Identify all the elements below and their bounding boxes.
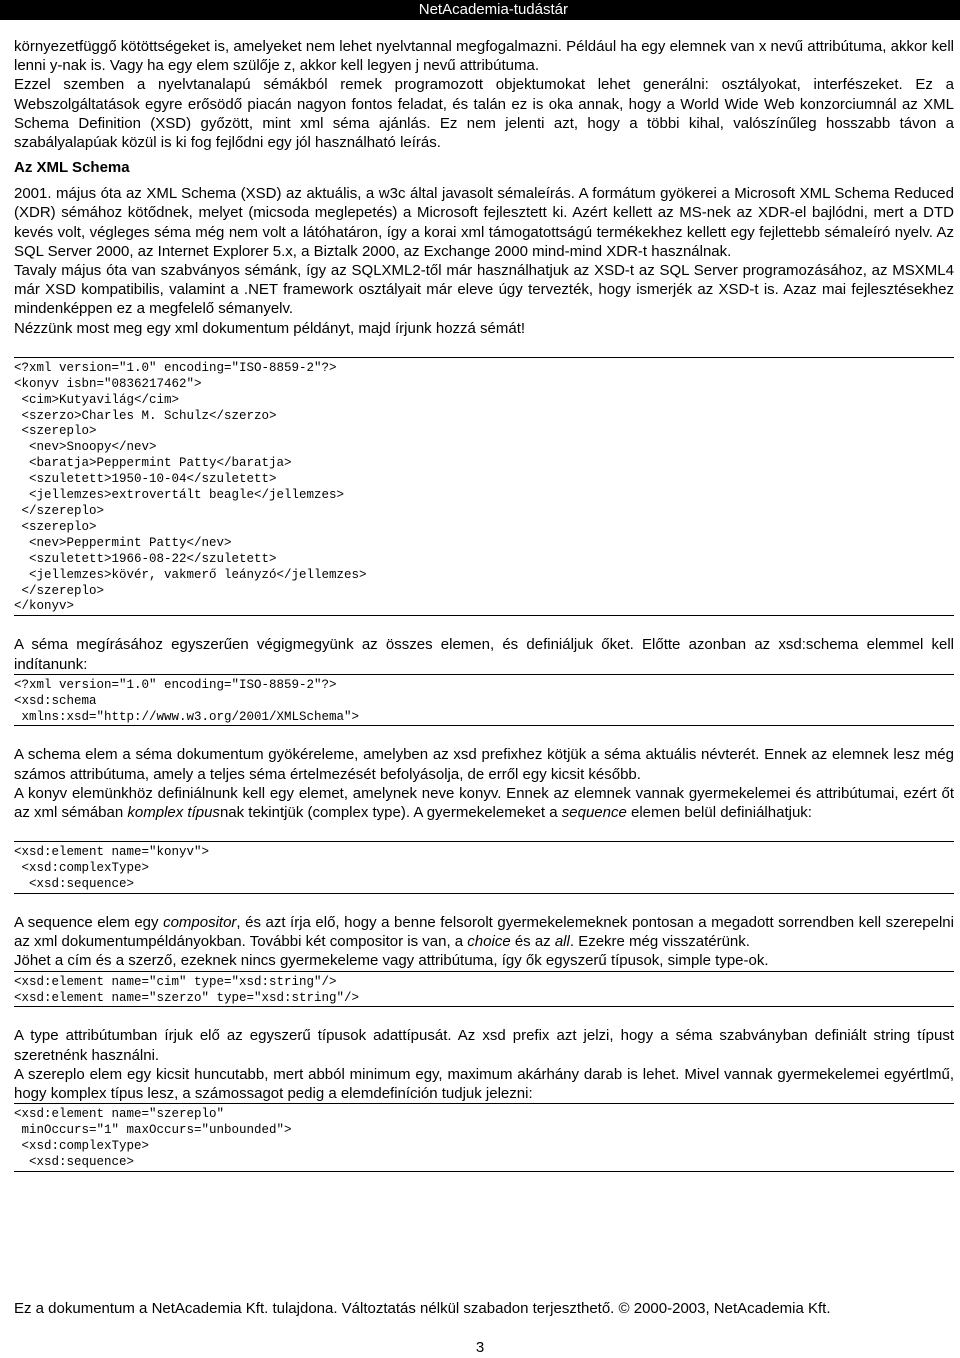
code-block: <?xml version="1.0" encoding="ISO-8859-2"?> <xsd:schema xmlns:xsd="http://www.w3.org/2001/XMLSchema"> (14, 674, 954, 727)
document-body (14, 37, 954, 1172)
page-number: 3 (475, 1339, 485, 1356)
code-block: <xsd:element name="szereplo" minOccurs="1" maxOccurs="unbounded"> <xsd:complexType> <xsd:sequence> (14, 1103, 954, 1172)
header-title: NetAcademia-tudástár (418, 1, 568, 18)
paragraph: Jöhet a cím és a szerző, ezeknek nincs gyermekeleme vagy attribútuma, így ők egyszerű típusok, simple type-ok. (14, 952, 769, 970)
header-bar (0, 0, 960, 20)
footer-copyright: Ez a dokumentum a NetAcademia Kft. tulajdona. Változtatás nélkül szabadon terjeszthető. © 2000-2003, NetAcademia Kft. (14, 1300, 831, 1317)
paragraph: A séma megírásához egyszerűen végigmegyünk az összes elemen, és definiáljuk őket. Előtte azonban az xsd:schema elemmel kell indítanunk: (14, 636, 954, 673)
paragraph: Nézzünk most meg egy xml dokumentum példányt, majd írjunk hozzá sémát! (14, 319, 526, 337)
paragraph: A konyv elemünkhöz definiálnunk kell egy elemet, amelynek neve konyv. Ennek az elemnek vannak gyermekelemei és attribútumai, ezért őt az xml sémában komplex típusnak tekintjük (complex type). A gyermekelemeket a sequence elemen belül definiálhatjuk: (14, 784, 954, 822)
paragraph: A type attribútumban írjuk elő az egyszerű típusok adattípusát. Az xsd prefix azt jelzi, hogy a séma szabványban definiált string típust szeretnénk használni. (14, 1027, 954, 1064)
paragraph: Tavaly május óta van szabványos sémánk, így az SQLXML2-től már használhatjuk az XSD-t az SQL Server programozásához, az MSXML4 már XSD kompatibilis, valamint a .NET framework osztályait már eleve úgy tervezték, hogy ismerjék az XSD-t is. Azaz mai fejlesztésekhez mindenképpen ez a megfelelő sémanyelv. (14, 262, 954, 318)
paragraph: 2001. május óta az XML Schema (XSD) az aktuális, a w3c által javasolt sémaleírás. A formátum gyökerei a Microsoft XML Schema Reduced (XDR) sémához kötődnek, melyet (micsoda meglepetés) a Microsoft fejlesztett ki. Azért kellett az MS-nek az XDR-el bajlódni, mert a DTD kevés volt, végleges séma még nem volt a látóhatáron, így a korai xml támogatottságú termékekhez kellett egy fejlettebb sémaleíró nyelv. Az SQL Server 2000, az Internet Explorer 5.x, a Biztalk 2000, az Exchange 2000 mind-mind XDR-t használnak. (14, 185, 954, 260)
paragraph: Ezzel szemben a nyelvtanalapú sémákból remek programozott objektumokat lehet generálni: osztályokat, interfészeket. Ez a Webszolgáltatások egyre erősödő piacán nagyon fontos feladat, és talán ez is oka annak, hogy a World Wide Web konzorciumnál az XML Schema Definition (XSD) győzött, mint xml séma ajánlás. Ez nem jelenti azt, hogy a többi kihal, valószínűleg hosszabb távon a szabályalapúak közül is ki fog fejlődni egy jól használható leírás. (14, 76, 954, 152)
code-block: <xsd:element name="konyv"> <xsd:complexType> <xsd:sequence> (14, 841, 954, 894)
paragraph: A szereplo elem egy kicsit huncutabb, mert abból minimum egy, maximum akárhány darab is lehet. Mivel vannak gyermekelemei egyértlmű, hogy komplex típus lesz, a számossagot pedig a elemdefiníción tudjuk jelezni: (14, 1065, 954, 1103)
paragraph: környezetfüggő kötöttségeket is, amelyeket nem lehet nyelvtannal megfogalmazni. Például ha egy elemnek van x nevű attribútuma, akkor kell lenni y-nak is. Vagy ha egy elem szülője z, akkor kell legyen j nevű attribútuma. (14, 38, 954, 75)
section-heading: Az XML Schema (14, 159, 130, 177)
code-block: <xsd:element name="cim" type="xsd:string"/> <xsd:element name="szerzo" type="xsd:string"/> (14, 971, 954, 1008)
paragraph: A schema elem a séma dokumentum gyökéreleme, amelyben az xsd prefixhez kötjük a séma aktuális névterét. Ennek az elemnek lesz még számos attribútuma, amely a teljes séma értelmezését befolyásolja, de erről egy kicsit később. (14, 746, 954, 783)
paragraph: A sequence elem egy compositor, és azt írja elő, hogy a benne felsorolt gyermekelemeknek pontosan a megadott sorrendben kell szerepelni az xml dokumentumpéldányokban. További két compositor is van, a choice és az all. Ezekre még visszatérünk. (14, 914, 954, 951)
code-block: <?xml version="1.0" encoding="ISO-8859-2"?> <konyv isbn="0836217462"> <cim>Kutyavilág</cim> <szerzo>Charles M. Schulz</szerzo> <szereplo> <nev>Snoopy</nev> <baratja>Peppermint Patty</baratja> <szuletett>1950-10-04</szuletett> <jellemzes>extrovertált beagle</jellemzes> </szereplo> <szereplo> <nev>Peppermint Patty</nev> <szuletett>1966-08-22</szuletett> <jellemzes>kövér, vakmerő leányzó</jellemzes> </szereplo> </konyv> (14, 357, 954, 617)
